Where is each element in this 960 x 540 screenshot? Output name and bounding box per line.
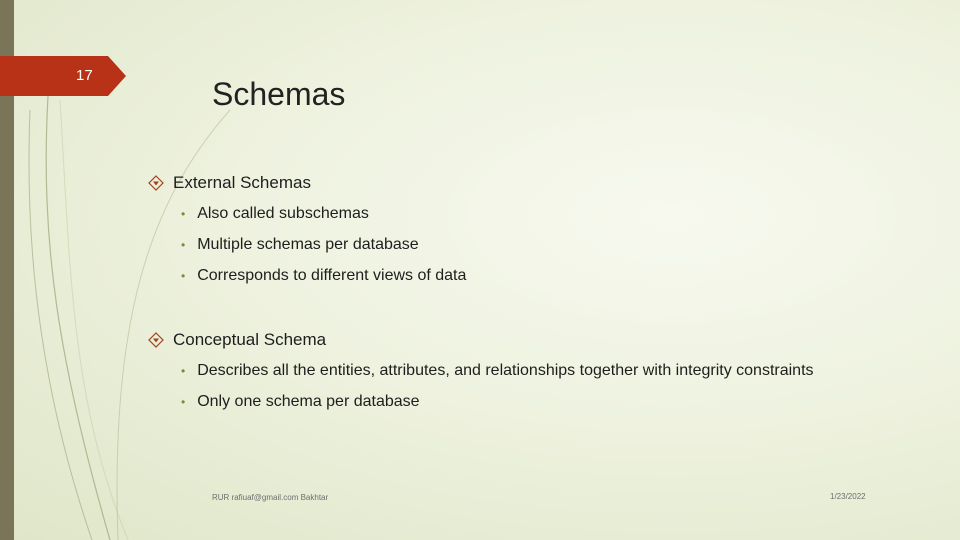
bullet-external-schemas [148,172,928,194]
sub-bullet [181,360,928,382]
slide-number: 17 [76,67,93,84]
bullet-heading: External Schemas [173,173,311,192]
sub-bullet [181,234,928,256]
dot-icon: • [181,238,186,252]
dot-icon: • [181,269,186,283]
diamond-arrow-icon [148,332,164,348]
sub-bullet-text: Corresponds to different views of data [197,267,467,284]
diamond-arrow-icon [148,175,164,191]
slide-content [148,172,928,413]
slide-title: Schemas [212,76,346,112]
sub-bullet-text: Only one schema per database [197,393,420,410]
bullet-conceptual-schema [148,329,928,351]
sub-bullet [181,391,928,413]
sub-bullet-text: Describes all the entities, attributes, and relationships together with integrity constraints [197,362,814,379]
dot-icon: • [181,364,186,378]
footer-author: RUR rafiuaf@gmail.com Bakhtar [212,493,329,502]
dot-icon: • [181,395,186,409]
slide-number-tab [0,56,126,96]
dot-icon: • [181,207,186,221]
sub-bullet [181,203,928,225]
footer-date: 1/23/2022 [830,492,866,501]
sub-bullet [181,265,928,287]
sub-bullet-text: Multiple schemas per database [197,236,419,253]
bullet-heading: Conceptual Schema [173,330,327,349]
sub-bullet-text: Also called subschemas [197,205,369,222]
